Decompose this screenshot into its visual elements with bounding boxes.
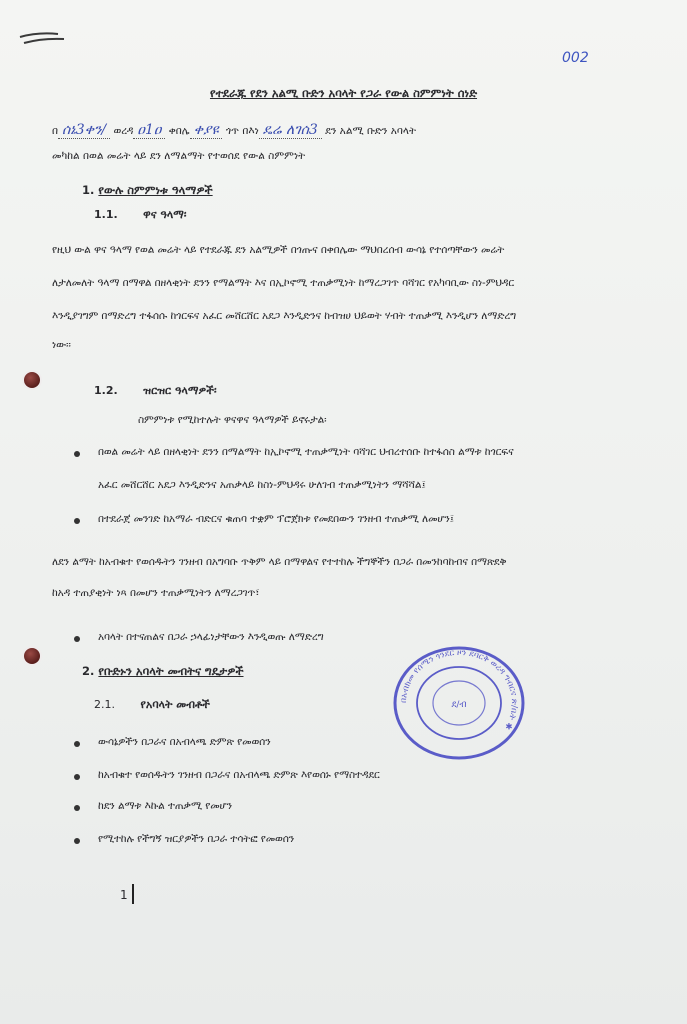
bullet-line: በወል መሬት ላይ በዘላቂነት ደንን በማልማት ከኢኮኖሚ ተጠቃሚነት ባሻገር ህብረተሰቡ ከተፋሰስ ልማቱ ከጎርፍና	[98, 446, 514, 458]
paragraph-line: ከአዳ ተጠያቂነት ነጻ በመሆን ተጠቃሚነትን ለማረጋገጥ፣	[52, 587, 260, 599]
section2-number: 2.	[82, 664, 95, 678]
subsection-2-1	[94, 698, 210, 712]
place-label: ጎጥ በእነ	[225, 125, 259, 137]
bullet-dot	[74, 518, 80, 524]
paragraph-line: ነው፡፡	[52, 339, 71, 351]
bullet-line: ከደን ልማቱ እኩል ተጠቃሚ የመሆን	[98, 800, 232, 812]
subsection-1-2-number: 1.2.	[94, 384, 118, 397]
bullet-line: ውሳኔዎችን በጋራና በአብላጫ ድምጽ የመወሰን	[98, 736, 271, 748]
bullet-line: ከአብቁተ የወሰዱትን ገንዘብ በጋራና በአብላጫ ድምጽ እየወሰኑ የማስተዳደር	[98, 769, 380, 781]
paragraph-line: የዚህ ውል ዋና ዓላማ የወል መሬት ላይ የተደራጁ ደን አልሚዎች በጎጡና በቀበሌው ማህበረሰብ ውሳኔ የተሰጣቸውን መሬት	[52, 244, 505, 256]
subsection-2-1-number: 2.1.	[94, 698, 115, 711]
name-handwritten: ዴሬ ለገሰ3	[259, 122, 322, 139]
punch-hole	[24, 372, 40, 388]
bullet-dot	[74, 741, 80, 747]
bullet-dot	[74, 838, 80, 844]
subsection-1-1	[94, 208, 186, 222]
woreda-label: ወረዳ	[113, 125, 134, 137]
paragraph-line: እንዲያገግም በማድረግ ተፋሰሱ ከጎርፍና አፈር መሸርሸር አደጋ እንዲድንና ከብዝሀ ህይወት ሃብት ተጠቃሚ እንዲሆን ለማድረግ	[52, 310, 517, 322]
subsection-1-2-intro: ስምምነቱ የሚከተሉት ዋናዋና ዓላማዎች ይኖሩታል፡	[138, 414, 327, 426]
stamp-center-text: ደ/ብ	[451, 700, 467, 710]
text-cursor	[132, 884, 134, 904]
intro-line	[52, 122, 416, 139]
official-stamp	[392, 645, 526, 761]
section1-heading	[82, 183, 213, 198]
subsection-2-1-label: የአባላት መብቶች	[140, 698, 210, 711]
bullet-line: አባላት በተናጠልና በጋራ ኃላፊነታቸውን እንዲወጡ ለማድረግ	[98, 631, 324, 643]
page-number: 1	[120, 888, 128, 902]
subsection-1-1-number: 1.1.	[94, 208, 118, 221]
kebele-label: ቀበሌ	[168, 125, 190, 137]
section1-title: የውሉ ስምምነቱ ዓላማዎች	[98, 183, 213, 197]
section1-number: 1.	[82, 183, 95, 197]
subsection-1-1-label: ዋና ዓላማ፡	[143, 208, 187, 221]
intro-suffix: ደን አልሚ ቡድን አባላት	[325, 125, 417, 137]
subsection-1-2-label: ዝርዝር ዓላማዎች፡	[143, 384, 217, 397]
intro-prefix: በ	[52, 125, 59, 137]
section2-heading	[82, 664, 244, 679]
bullet-dot	[74, 451, 80, 457]
intro-line-2: መካከል በወል መሬት ላይ ደን ለማልማት የተወሰደ የውል ስምምነት	[52, 150, 306, 162]
stamp-outer-text: በአብክመ የሰሜን ጎንደር ዞን ደባርቅ ወረዳ ግብርና ጽ/ቤት ✱	[398, 647, 520, 732]
bullet-dot	[74, 774, 80, 780]
reference-number: 002	[562, 50, 589, 66]
document-title: የተደራጁ የደን አልሚ ቡድን አባላት የጋራ የውል ስምምነት ሰነድ	[209, 86, 478, 100]
punch-hole	[24, 648, 40, 664]
bullet-dot	[74, 636, 80, 642]
bullet-line: የሚተከሉ የችግኝ ዝርያዎችን በጋራ ተሳትፎ የመወሰን	[98, 833, 295, 845]
section2-title: የቡድኑን አባላት መብትና ግዴታዎች	[98, 664, 244, 678]
paragraph-line: ለደን ልማት ከአብቁተ የወሰዱትን ገንዘብ በአግባቡ ጥቅም ላይ በማዋልና የተተከሉ ችግኞችን በጋራ በመንከባከብና በማጽደቅ	[52, 556, 507, 568]
pen-mark	[18, 28, 66, 48]
kebele-handwritten: ቀያዩ	[190, 122, 223, 139]
bullet-dot	[74, 805, 80, 811]
bullet-line: በተደራጀ መንገድ ከአማራ ብድርና ቁጠባ ተቋም ፕሮጀክቱ የመደበውን ገንዘብ ተጠቃሚ ለመሆን፤	[98, 513, 455, 525]
bullet-line: አፈር መሸርሸር አደጋ እንዲድንና አጠቃላይ ከስነ-ምህዳሩ ሁለገብ ተጠቃሚነትን ማሻሻል፤	[98, 479, 426, 491]
subsection-1-2	[94, 384, 217, 398]
date-handwritten: ሰኔ3ቀን/	[58, 122, 110, 139]
woreda-handwritten: ዐ1ዐ	[133, 122, 165, 139]
paragraph-line: ለታለመለት ዓላማ በማዋል በዘላቂነት ደንን የማልማት እና በኢኮኖሚ ተጠቃሚነት ከማረጋገጥ ባሻገር የአካባቢው ስነ-ምህዳር	[52, 277, 515, 289]
